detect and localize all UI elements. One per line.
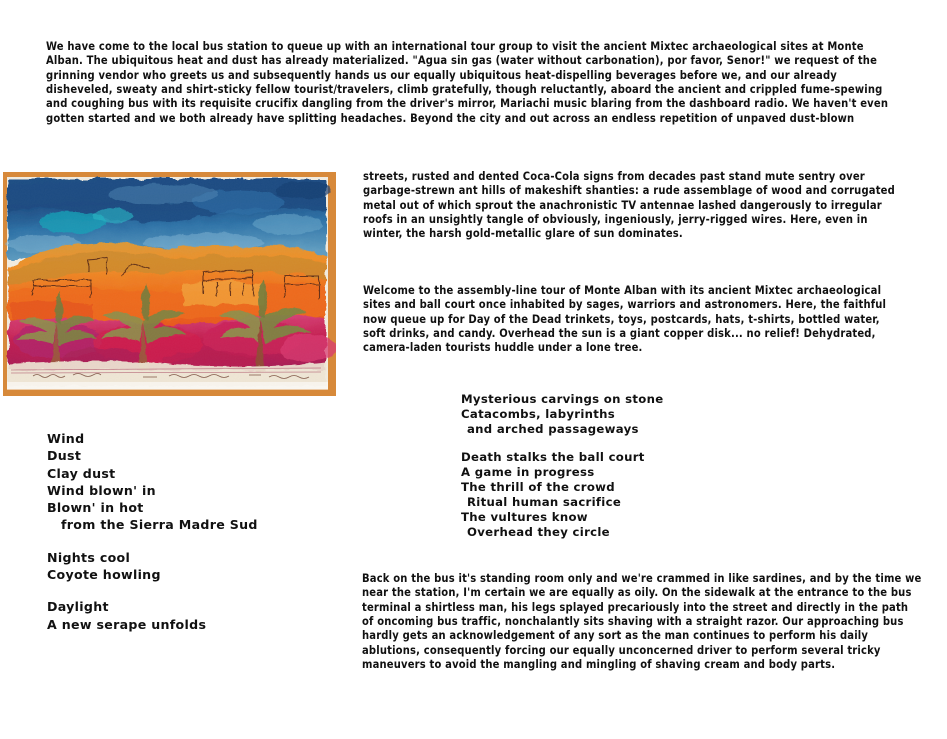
- poem-line: A new serape unfolds: [47, 616, 207, 632]
- poem-stanza: [47, 549, 258, 584]
- poem-line: from the Sierra Madre Sud: [61, 517, 258, 533]
- poem-line: Wind: [47, 431, 85, 446]
- poem-line: The thrill of the crowd: [461, 480, 615, 494]
- poem-stanza: [47, 430, 258, 534]
- poem-stanza: [461, 392, 663, 437]
- poem-line: and arched passageways: [467, 422, 639, 436]
- poem-monte-alban: [461, 392, 663, 540]
- poem-stanza: [461, 450, 663, 540]
- poem-line: Daylight: [47, 599, 109, 615]
- poem-line: Coyote howling: [47, 567, 161, 583]
- poem-stanza: [47, 598, 258, 633]
- poem-line: Catacombs, labyrinths: [461, 407, 616, 421]
- paragraph-streets: streets, rusted and dented Coca-Cola signs from decades past stand mute sentry over garbage-strewn ant hills of makeshift shanties: a rude assemblage of wood and corrugated metal out of which sprout the anachronistic TV antennae lashed dangerously to irregular roofs in an unsightly tangle of obviously, ingeniously, jerry-rigged wires. Here, even in winter, the harsh gold-metallic glare of sun dominates.: [363, 170, 895, 241]
- poem-wind-dust: [47, 430, 258, 633]
- poem-line: Blown' in hot: [47, 500, 144, 516]
- painting-artwork: [3, 172, 336, 396]
- poem-line: Ritual human sacrifice: [467, 495, 622, 509]
- poem-line: Dust: [47, 448, 82, 464]
- watercolor-painting-image: [3, 172, 336, 396]
- poem-line: Clay dust: [47, 465, 116, 481]
- poem-line: Nights cool: [47, 549, 131, 565]
- paragraph-welcome: Welcome to the assembly-line tour of Monte Alban with its ancient Mixtec archaeological sites and ball court once inhabited by sages, warriors and astronomers. Here, the faithful now queue up for Day of the Dead trinkets, toys, postcards, hats, t-shirts, bottled water, soft drinks, and candy. Overhead the sun is a giant copper disk... no relief! Dehydrated, camera-laden tourists huddle under a lone tree.: [363, 284, 887, 355]
- paragraph-opening: We have come to the local bus station to queue up with an international tour group to visit the ancient Mixtec archaeological sites at Monte Alban. The ubiquitous heat and dust has already materialized. "Agua sin gas (water without carbonation), por favor, Senor!" we request of the grinning vendor who greets us and subsequently hands us our equally ubiquitous heat-dispelling beverages before we, and our already disheveled, sweaty and shirt-sticky fellow tourist/travelers, climb gratefully, though reluctantly, aboard the ancient and crippled fume-spewing and coughing bus with its requisite crucifix dangling from the driver's mirror, Mariachi music blaring from the dashboard radio. We haven't even gotten started and we both already have splitting headaches. Beyond the city and out across an endless repetition of unpaved dust-blown: [46, 40, 889, 125]
- poem-line: A game in progress: [461, 465, 595, 479]
- paragraph-back-on-bus: Back on the bus it's standing room only and we're crammed in like sardines, and by the time we near the station, I'm certain we are equally as oily. On the sidewalk at the entrance to the bus terminal a shirtless man, his legs splayed precariously into the street and directly in the path of oncoming bus traffic, nonchalantly sits shaving with a straight razor. Our approaching bus hardly gets an acknowledgement of any sort as the man continues to perform his daily ablutions, consequently forcing our equally unconcerned driver to perform several tricky maneuvers to avoid the mangling and mingling of shaving cream and body parts.: [362, 572, 922, 672]
- poem-line: Mysterious carvings on stone: [461, 392, 664, 406]
- poem-line: Death stalks the ball court: [461, 450, 645, 464]
- poem-line: The vultures know: [461, 510, 588, 524]
- poem-line: Overhead they circle: [467, 525, 610, 539]
- poem-line: Wind blown' in: [47, 482, 156, 498]
